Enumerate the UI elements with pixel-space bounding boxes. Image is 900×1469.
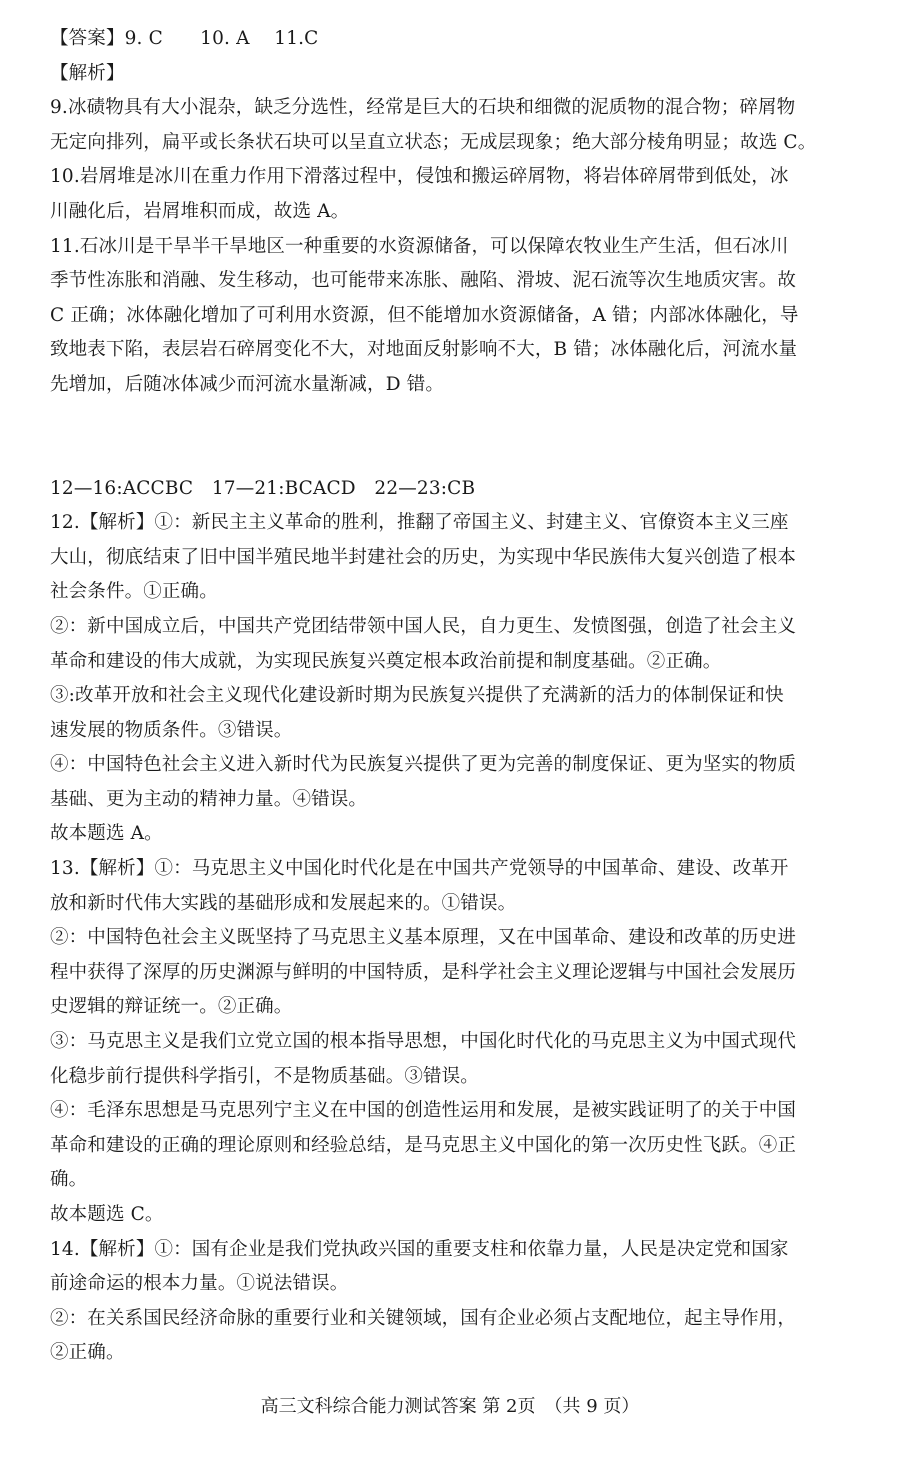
text-line: 前途命运的根本力量。①说法错误。 <box>50 1273 349 1295</box>
text-line: 化稳步前行提供科学指引，不是物质基础。③错误。 <box>50 1065 479 1087</box>
text-line: 史逻辑的辩证统一。②正确。 <box>50 996 293 1018</box>
text-line: 基础、更为主动的精神力量。④错误。 <box>50 788 368 810</box>
section-politics-answers <box>50 472 862 1371</box>
text-line: ④：毛泽东思想是马克思列宁主义在中国的创造性运用和发展，是被实践证明了的关于中国 <box>50 1100 797 1122</box>
text-line: ③:改革开放和社会主义现代化建设新时期为民族复兴提供了充满新的活力的体制保证和快 <box>50 685 784 707</box>
text-line: 大山，彻底结束了旧中国半殖民地半封建社会的历史，为实现中华民族伟大复兴创造了根本 <box>50 546 797 568</box>
text-line: C 正确；冰体融化增加了可利用水资源，但不能增加水资源储备，A 错；内部冰体融化，导 <box>50 304 799 326</box>
text-line: 13.【解析】①：马克思主义中国化时代化是在中国共产党领导的中国革命、建设、改革开 <box>50 858 789 880</box>
text-line: 14.【解析】①：国有企业是我们党执政兴国的重要支柱和依靠力量，人民是决定党和国家 <box>50 1238 789 1260</box>
text-line: ②：在关系国民经济命脉的重要行业和关键领域，国有企业必须占支配地位，起主导作用， <box>50 1307 797 1329</box>
text-line: 故本题选 C。 <box>50 1204 164 1225</box>
text-line: 10.岩屑堆是冰川在重力作用下滑落过程中，侵蚀和搬运碎屑物，将岩体碎屑带到低处，冰 <box>50 166 789 188</box>
text-line: 先增加，后随冰体减少而河流水量渐减，D 错。 <box>50 373 445 395</box>
text-line: 12—16:ACCBC 17—21:BCACD 22—23:CB <box>50 477 476 499</box>
page-footer: 高三文科综合能力测试答案 第 2页 （共 9 页） <box>260 1396 640 1417</box>
text-line: 11.石冰川是干旱半干旱地区一种重要的水资源储备，可以保障农牧业生产生活，但石冰川 <box>50 235 789 257</box>
text-line: ③：马克思主义是我们立党立国的根本指导思想，中国化时代化的马克思主义为中国式现代 <box>50 1031 797 1053</box>
text-line: 川融化后，岩屑堆积而成，故选 A。 <box>50 200 350 222</box>
text-line: 12.【解析】①：新民主主义革命的胜利，推翻了帝国主义、封建主义、官僚资本主义三座 <box>50 512 789 534</box>
text-line: 程中获得了深厚的历史渊源与鲜明的中国特质，是科学社会主义理论逻辑与中国社会发展历 <box>50 961 797 983</box>
text-line: 【答案】9. C 10. A 11.C <box>50 28 319 49</box>
text-line: 无定向排列，扁平或长条状石块可以呈直立状态；无成层现象；绝大部分棱角明显；故选 C。 <box>50 131 817 153</box>
text-line: ②正确。 <box>50 1342 125 1364</box>
text-line: 社会条件。①正确。 <box>50 581 218 603</box>
text-line: 【解析】 <box>50 62 125 84</box>
section-gap <box>50 403 862 472</box>
text-line: ②：新中国成立后，中国共产党团结带领中国人民，自力更生、发愤图强，创造了社会主义 <box>50 615 797 637</box>
text-line: 9.冰碛物具有大小混杂，缺乏分选性，经常是巨大的石块和细微的泥质物的混合物；碎屑物 <box>50 97 796 119</box>
text-line: 革命和建设的正确的理论原则和经验总结，是马克思主义中国化的第一次历史性飞跃。④正 <box>50 1134 797 1156</box>
text-line: 放和新时代伟大实践的基础形成和发展起来的。①错误。 <box>50 892 517 914</box>
text-line: 故本题选 A。 <box>50 823 163 845</box>
text-line: ④：中国特色社会主义进入新时代为民族复兴提供了更为完善的制度保证、更为坚实的物质 <box>50 754 797 776</box>
text-line: 确。 <box>50 1169 88 1191</box>
answer-page <box>50 22 862 1371</box>
text-line: 速发展的物质条件。③错误。 <box>50 719 293 741</box>
section-geography-answers <box>50 22 862 403</box>
text-line: 革命和建设的伟大成就，为实现民族复兴奠定根本政治前提和制度基础。②正确。 <box>50 650 722 672</box>
text-line: 季节性冻胀和消融、发生移动，也可能带来冻胀、融陷、滑坡、泥石流等次生地质灾害。故 <box>50 270 797 292</box>
text-line: 致地表下陷，表层岩石碎屑变化不大，对地面反射影响不大，B 错；冰体融化后，河流水量 <box>50 339 798 361</box>
text-line: ②：中国特色社会主义既坚持了马克思主义基本原理，又在中国革命、建设和改革的历史进 <box>50 927 797 949</box>
